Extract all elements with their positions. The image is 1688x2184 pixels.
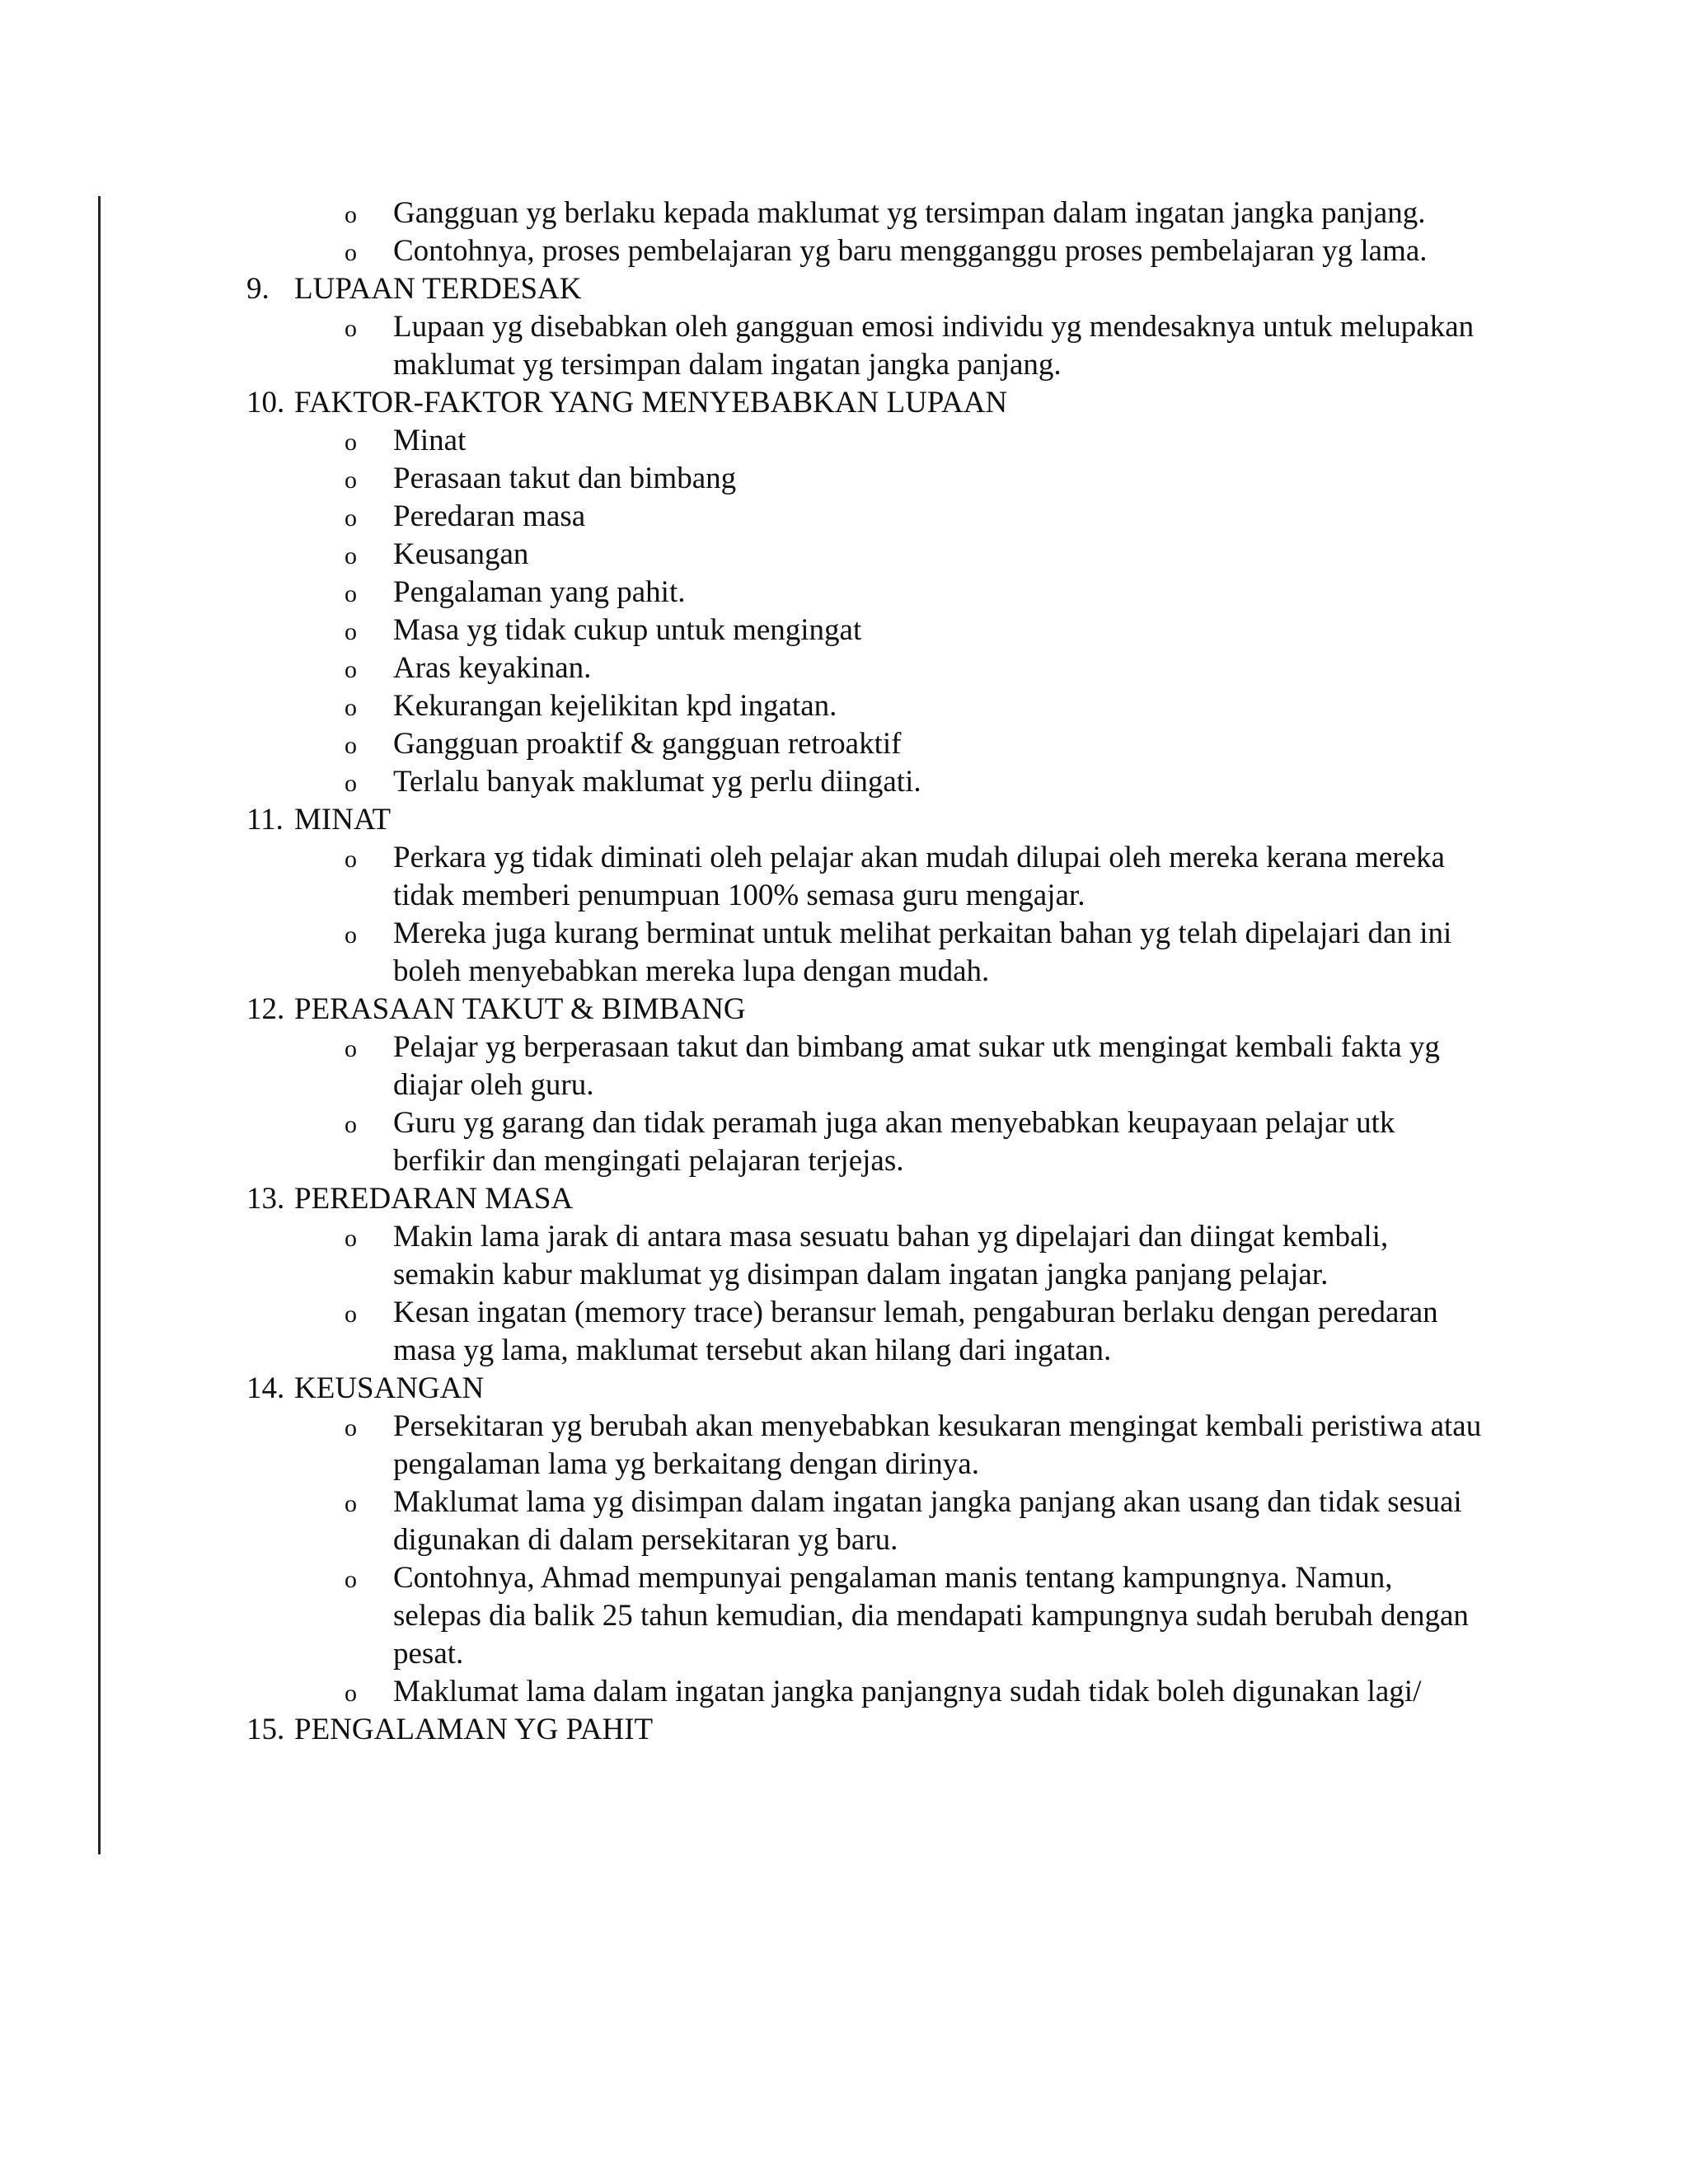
bullet-marker: o [345,732,357,759]
list-item: o Minat [0,422,1688,460]
section-number: 11. [246,803,284,837]
section-lupaan-terdesak [0,270,1688,384]
list-item: o Guru yg garang dan tidak peramah juga akan menyebabkan keupayaan pelajar utk berfikir dan mengingati pelajaran terjejas. [345,1106,1395,1178]
list-item: o Perasaan takut dan bimbang [0,460,1688,498]
bullet-marker: o [345,656,357,683]
bullet-marker: o [345,1035,357,1062]
bullet-marker: o [345,466,357,494]
list-item: o Mereka juga kurang berminat untuk melihat perkaitan bahan yg telah dipelajari dan ini boleh menyebabkan mereka lupa dengan mudah. [345,916,1452,988]
list-item: o Terlalu banyak maklumat yg perlu diingati. [0,763,1688,801]
section-title: KEUSANGAN [294,1371,485,1405]
section-peredaran-masa [0,1180,1688,1370]
section-pengalaman-pahit [0,1711,1688,1749]
section-minat [0,801,1688,991]
section-list [0,839,1688,991]
list-item: o Aras keyakinan. [0,649,1688,687]
section-keusangan [0,1370,1688,1711]
list-item: o Lupaan yg disebabkan oleh gangguan emosi individu yg mendesaknya untuk melupakan maklumat yg tersimpan dalam ingatan jangka panjang. [345,310,1475,382]
list-item: o Maklumat lama yg disimpan dalam ingatan jangka panjang akan usang dan tidak sesuai digunakan di dalam persekitaran yg baru. [345,1485,1462,1557]
section-heading [0,1180,1688,1218]
bullet-marker: o [345,1414,357,1441]
list-item: o Kekurangan kejelikitan kpd ingatan. [0,687,1688,725]
list-item: o Keusangan [0,536,1688,574]
bullet-marker: o [345,315,357,342]
bullet-marker: o [345,770,357,797]
section-list [0,1218,1688,1370]
section-title: PENGALAMAN YG PAHIT [294,1713,654,1746]
bullet-marker: o [345,1680,357,1707]
bullet-marker: o [345,580,357,607]
bullet-marker: o [345,1490,357,1517]
bullet-marker: o [345,1111,357,1138]
list-item: o Pengalaman yang pahit. [0,574,1688,612]
bullet-marker: o [345,429,357,456]
section-heading [0,1711,1688,1749]
section-number: 9. [246,272,270,306]
section-number: 14. [246,1371,285,1405]
list-item: o Contohnya, Ahmad mempunyai pengalaman manis tentang kampungnya. Namun, selepas dia balik 25 tahun kemudian, dia mendapati kampungnya sudah berubah dengan pesat. [345,1561,1469,1671]
section-faktor-lupaan [0,384,1688,801]
list-item: o Maklumat lama dalam ingatan jangka panjangnya sudah tidak boleh digunakan lagi/ [0,1673,1688,1711]
section-list [0,1029,1688,1180]
list-item: o Persekitaran yg berubah akan menyebabkan kesukaran mengingat kembali peristiwa atau pengalaman lama yg berkaitang dengan dirinya. [345,1409,1482,1481]
list-item: o Makin lama jarak di antara masa sesuatu bahan yg dipelajari dan diingat kembali, semakin kabur maklumat yg disimpan dalam ingatan jangka panjang pelajar. [345,1220,1389,1291]
section-title: MINAT [294,803,392,837]
bullet-marker: o [345,1566,357,1593]
bullet-marker: o [345,694,357,721]
section-title: FAKTOR-FAKTOR YANG MENYEBABKAN LUPAAN [294,386,1008,419]
intro-list [0,194,1688,270]
bullet-marker: o [345,1301,357,1328]
list-item: o Pelajar yg berperasaan takut dan bimbang amat sukar utk mengingat kembali fakta yg diajar oleh guru. [345,1030,1440,1102]
section-perasaan-takut [0,991,1688,1180]
section-title: PERASAAN TAKUT & BIMBANG [294,992,746,1026]
list-item: o Kesan ingatan (memory trace) beransur lemah, pengaburan berlaku dengan peredaran masa yg lama, maklumat tersebut akan hilang dari ingatan. [345,1296,1438,1367]
list-item: o Peredaran masa [0,498,1688,536]
section-list [0,1408,1688,1711]
section-list [0,308,1688,384]
list-item: o Perkara yg tidak diminati oleh pelajar akan mudah dilupai oleh mereka kerana mereka tidak memberi penumpuan 100% semasa guru mengajar. [345,841,1445,912]
section-number: 15. [246,1713,285,1746]
section-heading [0,384,1688,422]
bullet-marker: o [345,504,357,532]
list-item: o Gangguan yg berlaku kepada maklumat yg tersimpan dalam ingatan jangka panjang. [0,194,1688,232]
bullet-marker: o [345,618,357,645]
section-heading [0,991,1688,1029]
section-number: 13. [246,1182,285,1216]
section-number: 12. [246,992,285,1026]
list-item: o Contohnya, proses pembelajaran yg baru mengganggu proses pembelajaran yg lama. [0,232,1688,270]
list-item: o Masa yg tidak cukup untuk mengingat [0,612,1688,649]
section-heading [0,801,1688,839]
bullet-marker: o [345,1225,357,1252]
section-list [0,422,1688,801]
bullet-marker: o [345,201,357,228]
document-body [0,194,1688,1749]
section-heading [0,270,1688,308]
bullet-marker: o [345,239,357,266]
bullet-marker: o [345,921,357,949]
section-title: PEREDARAN MASA [294,1182,574,1216]
section-title: LUPAAN TERDESAK [294,272,582,306]
bullet-marker: o [345,542,357,569]
section-heading [0,1370,1688,1408]
list-item: o Gangguan proaktif & gangguan retroaktif [0,725,1688,763]
bullet-marker: o [345,846,357,873]
section-number: 10. [246,386,285,419]
